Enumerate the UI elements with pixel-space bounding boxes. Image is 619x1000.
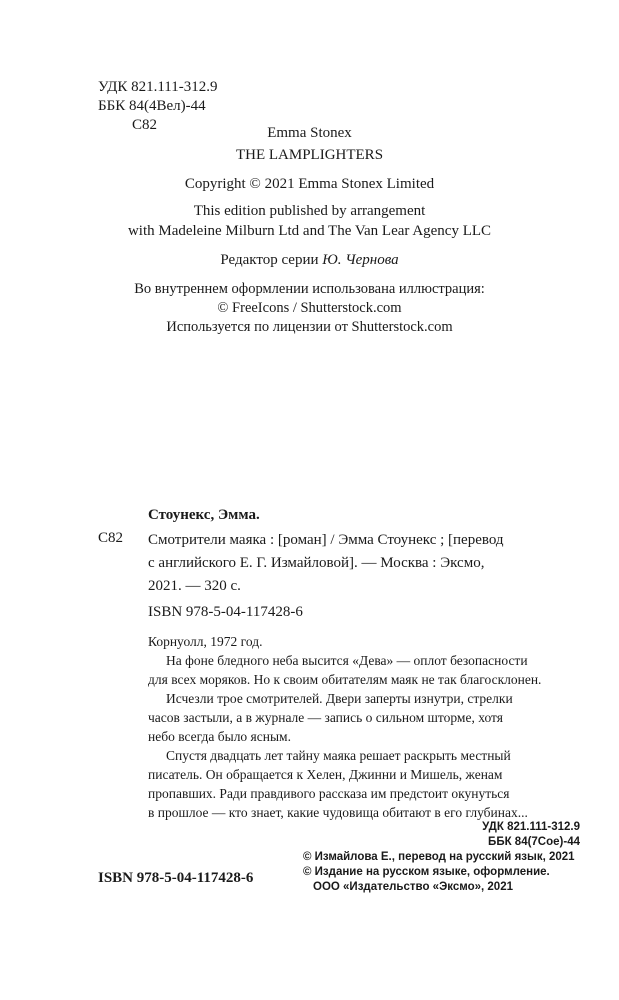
illustration-line-1: Во внутреннем оформлении использована иллюстрация: — [134, 281, 485, 297]
annotation-line: в прошлое — кто знает, какие чудовища обитают в его глубинах... — [148, 805, 528, 820]
udk-code: УДК 821.111-312.9 — [98, 79, 218, 95]
annotation-line: Исчезли трое смотрителей. Двери заперты изнутри, стрелки — [166, 691, 513, 706]
right-classification-codes — [400, 820, 580, 850]
copyright-line: Copyright © 2021 Emma Stonex Limited — [184, 176, 435, 192]
bibliographic-mark: С82 — [98, 530, 124, 546]
original-author: Emma Stonex — [267, 125, 352, 141]
illustration-line-3: Используется по лицензии от Shutterstock.com — [166, 319, 453, 335]
annotation-line: небо всегда было ясным. — [148, 729, 291, 744]
description-line-3: 2021. — 320 с. — [148, 578, 241, 594]
description-line-2: с английского Е. Г. Измайловой]. — Москва : Эксмо, — [148, 555, 485, 571]
description-line-1: Смотрители маяка : [роман] / Эмма Стоунекс ; [перевод — [148, 532, 504, 548]
publisher-copyright: ООО «Издательство «Эксмо», 2021 — [313, 881, 513, 893]
udk-code-bottom: УДК 821.111-312.9 — [482, 821, 580, 833]
series-editor-name: Ю. Чернова — [322, 252, 399, 268]
annotation-line: писатель. Он обращается к Хелен, Джинни и Мишель, женам — [148, 767, 503, 782]
bbk-code: ББК 84(4Вел)-44 — [98, 98, 206, 114]
translation-copyright: © Измайлова Е., перевод на русский язык, 2021 — [303, 851, 575, 863]
isbn-bottom: ISBN 978-5-04-117428-6 — [98, 870, 254, 886]
copyright-block — [303, 850, 575, 895]
bibliographic-heading: Стоунекс, Эмма. — [148, 507, 260, 523]
design-copyright: © Издание на русском языке, оформление. — [303, 866, 550, 878]
annotation-line: Корнуолл, 1972 год. — [148, 634, 263, 649]
annotation — [148, 632, 580, 822]
annotation-line: часов застыли, а в журнале — запись о сильном шторме, хотя — [148, 710, 503, 725]
bbk-code-bottom: ББК 84(7Сое)-44 — [488, 836, 580, 848]
annotation-line: пропавших. Ради правдивого рассказа им предстоит окунуться — [148, 786, 510, 801]
bibliographic-isbn: ISBN 978-5-04-117428-6 — [148, 604, 303, 620]
author-mark: С82 — [132, 117, 158, 133]
annotation-line: На фоне бледного неба высится «Дева» — оплот безопасности — [166, 653, 528, 668]
edition-line-1: This edition published by arrangement — [193, 203, 426, 219]
original-title: THE LAMPLIGHTERS — [235, 147, 384, 163]
edition-line-2: with Madeleine Milburn Ltd and The Van Lear Agency LLC — [127, 223, 492, 239]
annotation-line: для всех моряков. Но к своим обитателям маяк не так благосклонен. — [148, 672, 542, 687]
illustration-line-2: © FreeIcons / Shutterstock.com — [217, 300, 402, 316]
series-editor — [0, 251, 619, 270]
annotation-line: Спустя двадцать лет тайну маяка решает раскрыть местный — [166, 748, 511, 763]
series-editor-label: Редактор серии — [220, 252, 319, 268]
